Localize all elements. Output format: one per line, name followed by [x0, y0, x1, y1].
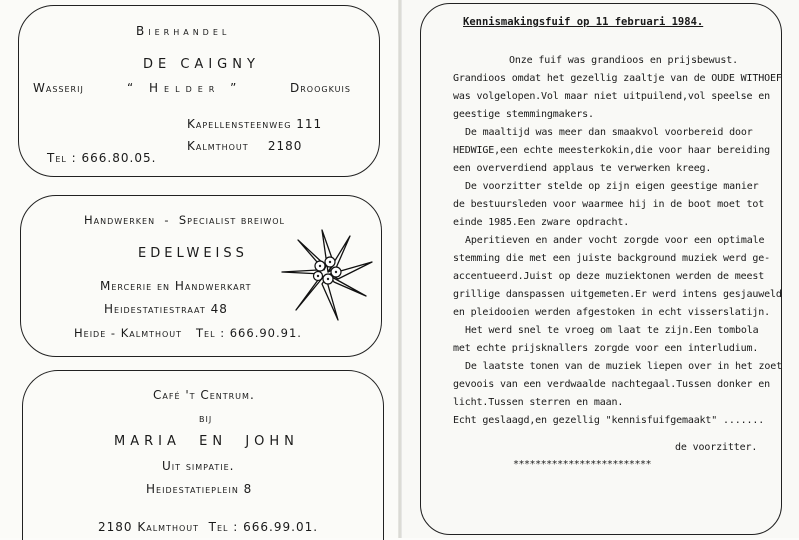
ad3-line3: Uit simpatie.: [162, 459, 235, 473]
ad1-bierhandel: Bierhandel: [136, 24, 231, 38]
article-line: stemming die met een juiste background muziek werd ge-: [453, 253, 771, 264]
article-line: en pleidooien werden afgestoken in echt visserslatijn.: [453, 307, 771, 318]
article-line: gevoois van een verdwaalde nachtegaal.Tussen donker en: [453, 379, 771, 390]
article-title: Kennismakingsfuif op 11 februari 1984.: [463, 16, 704, 28]
article-line: HEDWIGE,een echte meesterkokin,die voor haar bereiding: [453, 145, 771, 156]
article-signature: de voorzitter.: [675, 442, 758, 453]
ad1-droogkuis: Droogkuis: [290, 81, 351, 95]
ad3-line2: bij: [199, 411, 213, 425]
article-line: De maaltijd was meer dan smaakvol voorbereid door: [465, 127, 753, 138]
ad1-tel: Tel : 666.80.05.: [47, 151, 157, 165]
article-stars: *************************: [513, 459, 652, 470]
ad3-line4: Heidestatieplein 8: [146, 482, 253, 496]
ad3-line5: 2180 Kalmthout Tel : 666.99.01.: [98, 520, 319, 534]
ad3-name: MARIA EN JOHN: [114, 434, 299, 449]
article-line: licht.Tussen sterren en maan.: [453, 397, 624, 408]
article-line: Het werd snel te vroeg om laat te zijn.Een tombola: [465, 325, 759, 336]
ad2-name: EDELWEISS: [138, 246, 248, 261]
article-line: De voorzitter stelde op zijn eigen geestige manier: [465, 181, 759, 192]
article-line: was volgelopen.Vol maar niet uitpuilend,vol speelse en: [453, 91, 771, 102]
ad1-street: Kapellensteenweg 111: [187, 117, 323, 131]
ad1-wasserij: Wasserij: [33, 81, 84, 95]
ad1-name: DE CAIGNY: [143, 57, 260, 72]
article-line: geestige stemmingmakers.: [453, 109, 594, 120]
page-spine: [398, 0, 402, 538]
article-line: de bestuursleden voor waarmee hij in de boot moet tot: [453, 199, 765, 210]
article-line: einde 1985.Een zware opdracht.: [453, 217, 630, 228]
article-line: accentueerd.Juist op deze muziektonen werden de meest: [453, 271, 765, 282]
article-line: grillige danspassen uitgemeten.Er werd intens gesjauweld: [453, 289, 782, 300]
article-line: Onze fuif was grandioos en prijsbewust.: [509, 55, 738, 66]
ad3-line1: Café 't Centrum.: [153, 388, 255, 402]
article-line: De laatste tonen van de muziek liepen over in het zoet: [465, 361, 783, 372]
article-line: een oververdiend applaus te verwerken kreeg.: [453, 163, 712, 174]
ad2-line1: Mercerie en Handwerkart: [100, 279, 252, 293]
article-line: Grandioos omdat het gezellig zaaltje van de OUDE WITHOEF: [453, 73, 782, 84]
ad2-line2: Heidestatiestraat 48: [104, 302, 228, 316]
ad2-header: Handwerken - Specialist breiwol: [84, 213, 286, 227]
ad1-city: Kalmthout 2180: [187, 139, 303, 153]
article-line: Aperitieven en ander vocht zorgde voor een optimale: [465, 235, 765, 246]
edelweiss-flower-icon: [278, 224, 378, 324]
article-line: Echt geslaagd,en gezellig "kennisfuifgemaakt" .......: [453, 415, 765, 426]
ad2-line3: Heide - Kalmthout Tel : 666.90.91.: [74, 326, 302, 340]
article-line: met echte prijsknallers zorgde voor een interludium.: [453, 343, 759, 354]
ad1-helder: “ Helder ”: [127, 81, 243, 95]
